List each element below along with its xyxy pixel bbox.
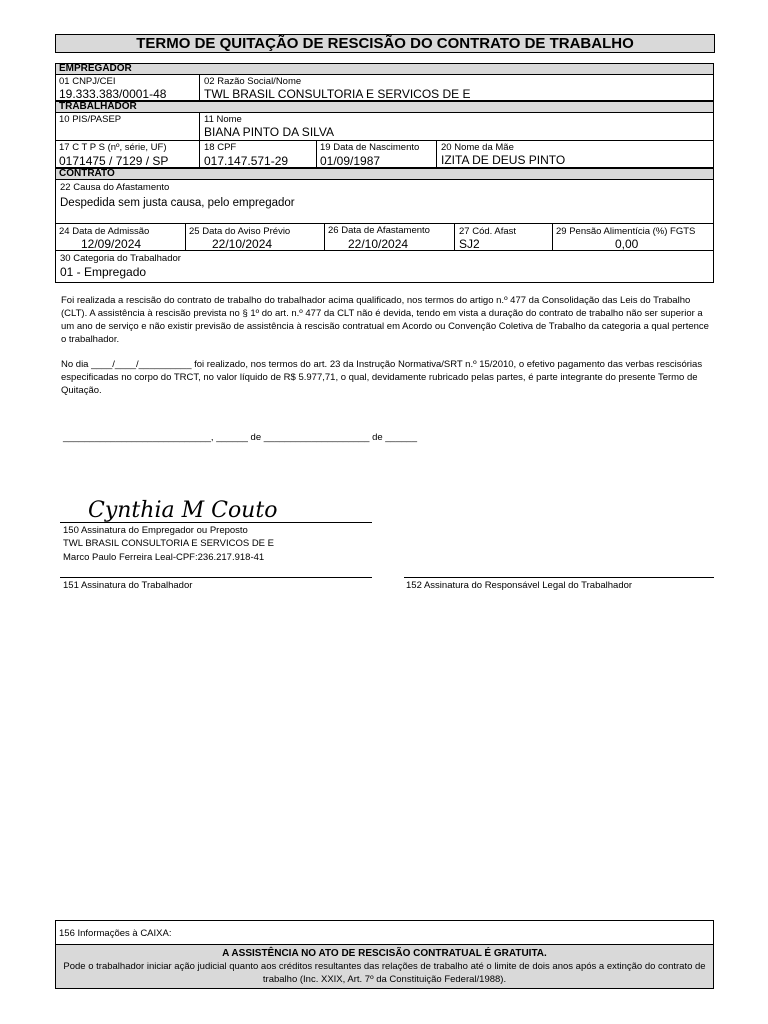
field-10-label: 10 PIS/PASEP [59, 114, 122, 125]
field-02-label: 02 Razão Social/Nome [204, 76, 302, 87]
field-01-label: 01 CNPJ/CEI [59, 76, 116, 87]
field-19-label: 19 Data de Nascimento [320, 142, 420, 153]
field-20-value: IZITA DE DEUS PINTO [441, 153, 566, 167]
section-contrato: CONTRATO [55, 168, 714, 180]
section-trabalhador: TRABALHADOR [55, 101, 714, 113]
field-01-cell [55, 74, 200, 101]
signature-line-151 [60, 577, 372, 578]
field-18-label: 18 CPF [204, 142, 237, 153]
field-29-cell [552, 223, 714, 251]
field-18-value: 017.147.571-29 [204, 154, 289, 168]
signature-152-label: 152 Assinatura do Responsável Legal do Trabalhador [406, 580, 633, 591]
field-22-value: Despedida sem justa causa, pelo empregador [60, 197, 295, 209]
payment-paragraph: No dia ____/____/__________ foi realizado, nos termos do art. 23 da Instrução Normativa/SRT n.º 15/2010, o efetivo pagamento das verbas rescisórias especificadas no corpo do TRCT, no valor líquido de R$ 5.977,71, o qual, devidamente rubricado pelas partes, é parte integrante do presente Termo de Quitação. [61, 359, 703, 396]
field-26-label: 26 Data de Afastamento [328, 225, 430, 236]
field-30-value: 01 - Empregado [60, 265, 147, 279]
field-24-cell [55, 223, 186, 251]
field-17-value: 0171475 / 7129 / SP [59, 154, 169, 168]
field-19-value: 01/09/1987 [320, 154, 381, 168]
field-29-label: 29 Pensão Alimentícia (%) FGTS [556, 226, 696, 237]
field-10-cell [55, 112, 200, 141]
signature-line-150 [60, 522, 372, 523]
field-27-value: SJ2 [459, 237, 480, 251]
field-01-value: 19.333.383/0001-48 [59, 87, 167, 101]
field-02-cell [199, 74, 714, 101]
field-25-cell [185, 223, 325, 251]
section-empregador: EMPREGADOR [55, 63, 714, 75]
field-26-cell [324, 223, 455, 251]
signature-151-label: 151 Assinatura do Trabalhador [63, 580, 193, 591]
field-25-value: 22/10/2024 [212, 237, 273, 251]
signature-150-person: Marco Paulo Ferreira Leal-CPF:236.217.918-41 [63, 552, 265, 563]
footer-notice-text: Pode o trabalhador iniciar ação judicial quanto aos créditos resultantes das relações de trabalho até o limite de dois anos após a extinção do contrato de trabalho (Inc. XXIX, Art. 7º da Constituição Federal/1988). [63, 961, 706, 985]
field-22-label: 22 Causa do Afastamento [60, 182, 170, 193]
field-30-label: 30 Categoria do Trabalhador [60, 253, 181, 264]
field-29-value: 0,00 [615, 237, 639, 251]
employer-signature: Cynthia M Couto [88, 498, 278, 523]
field-156-cell [55, 920, 714, 945]
field-11-value: BIANA PINTO DA SILVA [204, 125, 335, 139]
date-place-line: ____________________________, ______ de ____________________ de ______ [63, 432, 417, 443]
field-11-label: 11 Nome [204, 114, 242, 125]
field-02-value: TWL BRASIL CONSULTORIA E SERVICOS DE E [204, 87, 471, 101]
field-156-label: 156 Informações à CAIXA: [59, 928, 172, 939]
field-26-value: 22/10/2024 [348, 237, 409, 251]
signature-line-152 [404, 577, 714, 578]
field-24-value: 12/09/2024 [81, 237, 142, 251]
field-22-cell [55, 179, 714, 224]
field-18-cell [199, 140, 317, 168]
rescission-paragraph: Foi realizada a rescisão do contrato de trabalho do trabalhador acima qualificado, nos termos do artigo n.º 477 da Consolidação das Leis do Trabalho (CLT). A assistência à rescisão prevista no § 1º do art. n.º 477 da CLT não é devida, tendo em vista a duração do contrato de trabalho não ser superior a um ano de serviço e não existir previsão de assistência à rescisão contratual em Acordo ou Convenção Coletiva de Trabalho da categoria a qual pertence o trabalhador. [61, 295, 709, 345]
field-27-label: 27 Cód. Afast [459, 226, 517, 237]
document-title: TERMO DE QUITAÇÃO DE RESCISÃO DO CONTRATO DE TRABALHO [55, 34, 715, 53]
field-17-label: 17 C T P S (nº, série, UF) [59, 142, 167, 153]
field-20-label: 20 Nome da Mãe [441, 142, 514, 153]
field-27-cell [454, 223, 553, 251]
field-20-cell [436, 140, 714, 168]
field-19-cell [316, 140, 437, 168]
field-24-label: 24 Data de Admissão [59, 226, 150, 237]
signature-150-company: TWL BRASIL CONSULTORIA E SERVICOS DE E [63, 538, 274, 549]
footer-notice [55, 944, 714, 989]
field-11-cell [199, 112, 714, 141]
field-30-cell [55, 250, 714, 283]
footer-notice-bold: A ASSISTÊNCIA NO ATO DE RESCISÃO CONTRATUAL É GRATUITA. [222, 948, 547, 959]
field-25-label: 25 Data do Aviso Prévio [189, 226, 291, 237]
signature-150-label: 150 Assinatura do Empregador ou Preposto [63, 525, 248, 536]
field-17-cell [55, 140, 200, 168]
